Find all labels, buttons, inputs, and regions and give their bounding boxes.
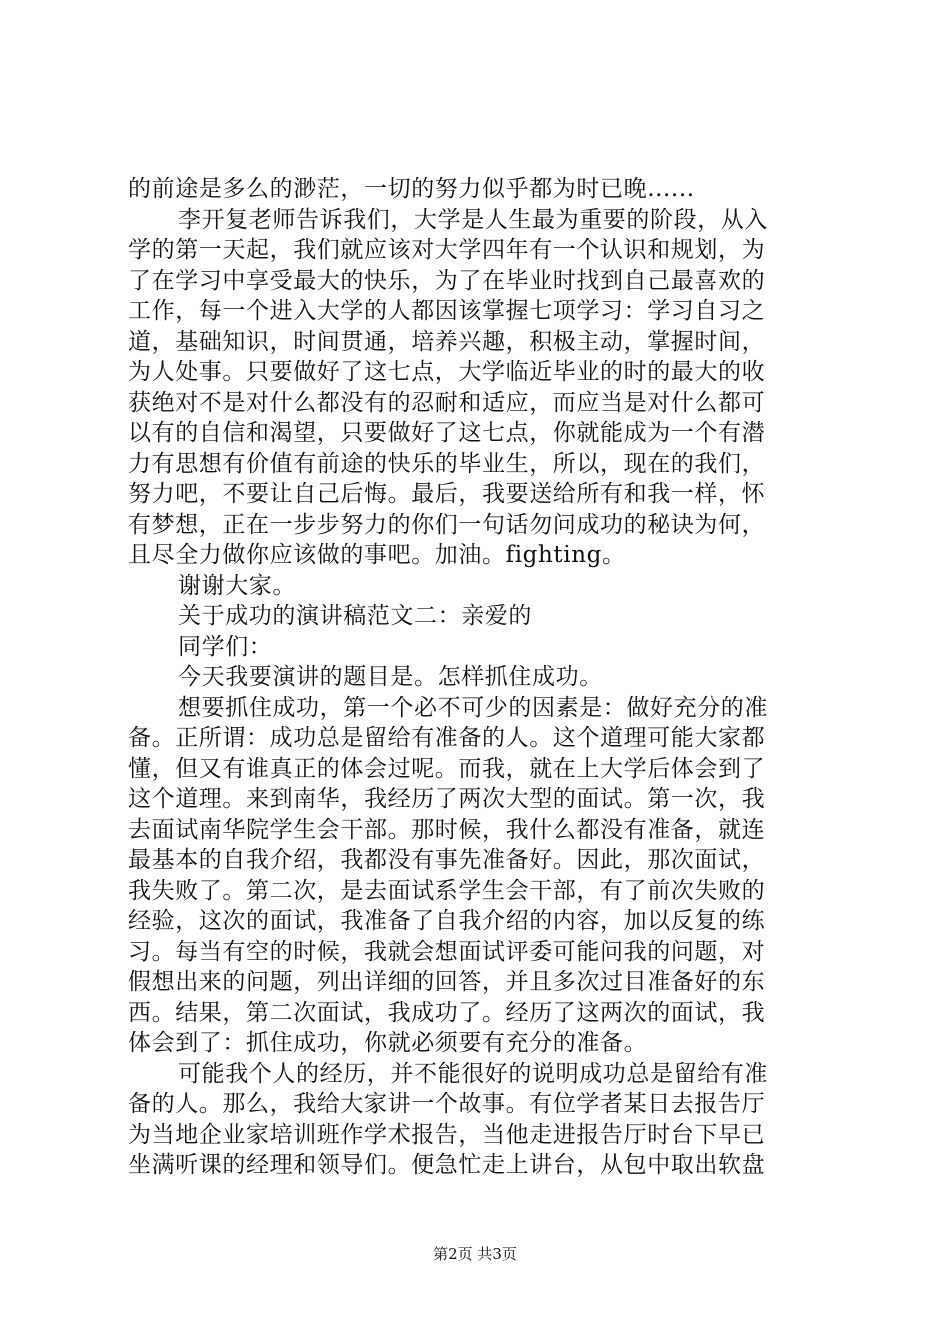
text-line: 坐满听课的经理和领导们。便急忙走上讲台，从包中取出软盘 (128, 1152, 766, 1178)
text-line: 李开复老师告诉我们，大学是人生最为重要的阶段，从入 (178, 206, 768, 233)
text-line: 关于成功的演讲稿范文二：亲爱的 (178, 603, 532, 629)
text-line: 想要抓住成功，第一个必不可少的因素是：做好充分的准 (178, 694, 768, 721)
text-line: 以有的自信和渴望，只要做好了这七点，你就能成为一个有潜 (128, 420, 766, 446)
text-line: 西。结果，第二次面试，我成功了。经历了这两次的面试，我 (128, 999, 766, 1026)
text-line: 了在学习中享受最大的快乐，为了在毕业时找到自己最喜欢的 (128, 267, 766, 294)
text-line: 且尽全力做你应该做的事吧。加油。fighting。 (128, 542, 626, 568)
text-line: 懂，但又有谁真正的体会过呢。而我，就在上大学后体会到了 (128, 755, 766, 782)
text-line: 备。正所谓：成功总是留给有准备的人。这个道理可能大家都 (128, 725, 766, 751)
page-number-footer (0, 1244, 950, 1264)
text-line: 可能我个人的经历，并不能很好的说明成功总是留给有准 (178, 1060, 768, 1087)
text-line: 力有思想有价值有前途的快乐的毕业生，所以，现在的我们， (128, 450, 766, 477)
text-line: 工作，每一个进入大学的人都因该掌握七项学习：学习自习之 (128, 298, 766, 324)
text-line: 获绝对不是对什么都没有的忍耐和适应，而应当是对什么都可 (128, 389, 766, 416)
text-line: 谢谢大家。 (178, 572, 296, 599)
document-body (128, 174, 832, 1181)
text-line: 去面试南华院学生会干部。那时候，我什么都没有准备，就连 (128, 816, 766, 843)
text-line: 的前途是多么的渺茫，一切的努力似乎都为时已晚...... (128, 176, 695, 202)
text-line: 有梦想，正在一步步努力的你们一句话勿问成功的秘诀为何， (128, 511, 766, 538)
text-line: 今天我要演讲的题目是。怎样抓住成功。 (178, 664, 603, 690)
text-line: 道，基础知识，时间贯通，培养兴趣，积极主动，掌握时间， (128, 328, 766, 355)
text-line: 努力吧，不要让自己后悔。最后，我要送给所有和我一样，怀 (128, 481, 766, 507)
page-indicator: 第2页 共3页 (433, 1245, 517, 1263)
text-line: 体会到了：抓住成功，你就必须要有充分的准备。 (128, 1030, 648, 1056)
text-line: 学的第一天起，我们就应该对大学四年有一个认识和规划，为 (128, 237, 766, 263)
text-line: 最基本的自我介绍，我都没有事先准备好。因此，那次面试， (128, 847, 766, 873)
text-line: 备的人。那么，我给大家讲一个故事。有位学者某日去报告厅 (128, 1091, 766, 1117)
text-line: 这个道理。来到南华，我经历了两次大型的面试。第一次，我 (128, 786, 766, 812)
text-line: 习。每当有空的时候，我就会想面试评委可能问我的问题，对 (128, 938, 766, 965)
text-line: 为当地企业家培训班作学术报告，当他走进报告厅时台下早已 (128, 1121, 766, 1148)
text-line: 为人处事。只要做好了这七点，大学临近毕业的时的最大的收 (128, 359, 766, 385)
text-line: 同学们： (178, 633, 273, 660)
text-line: 经验，这次的面试，我准备了自我介绍的内容，加以反复的练 (128, 908, 766, 934)
text-line: 假想出来的问题，列出详细的回答，并且多次过目准备好的东 (128, 969, 766, 995)
text-line: 我失败了。第二次，是去面试系学生会干部，有了前次失败的 (128, 877, 766, 904)
